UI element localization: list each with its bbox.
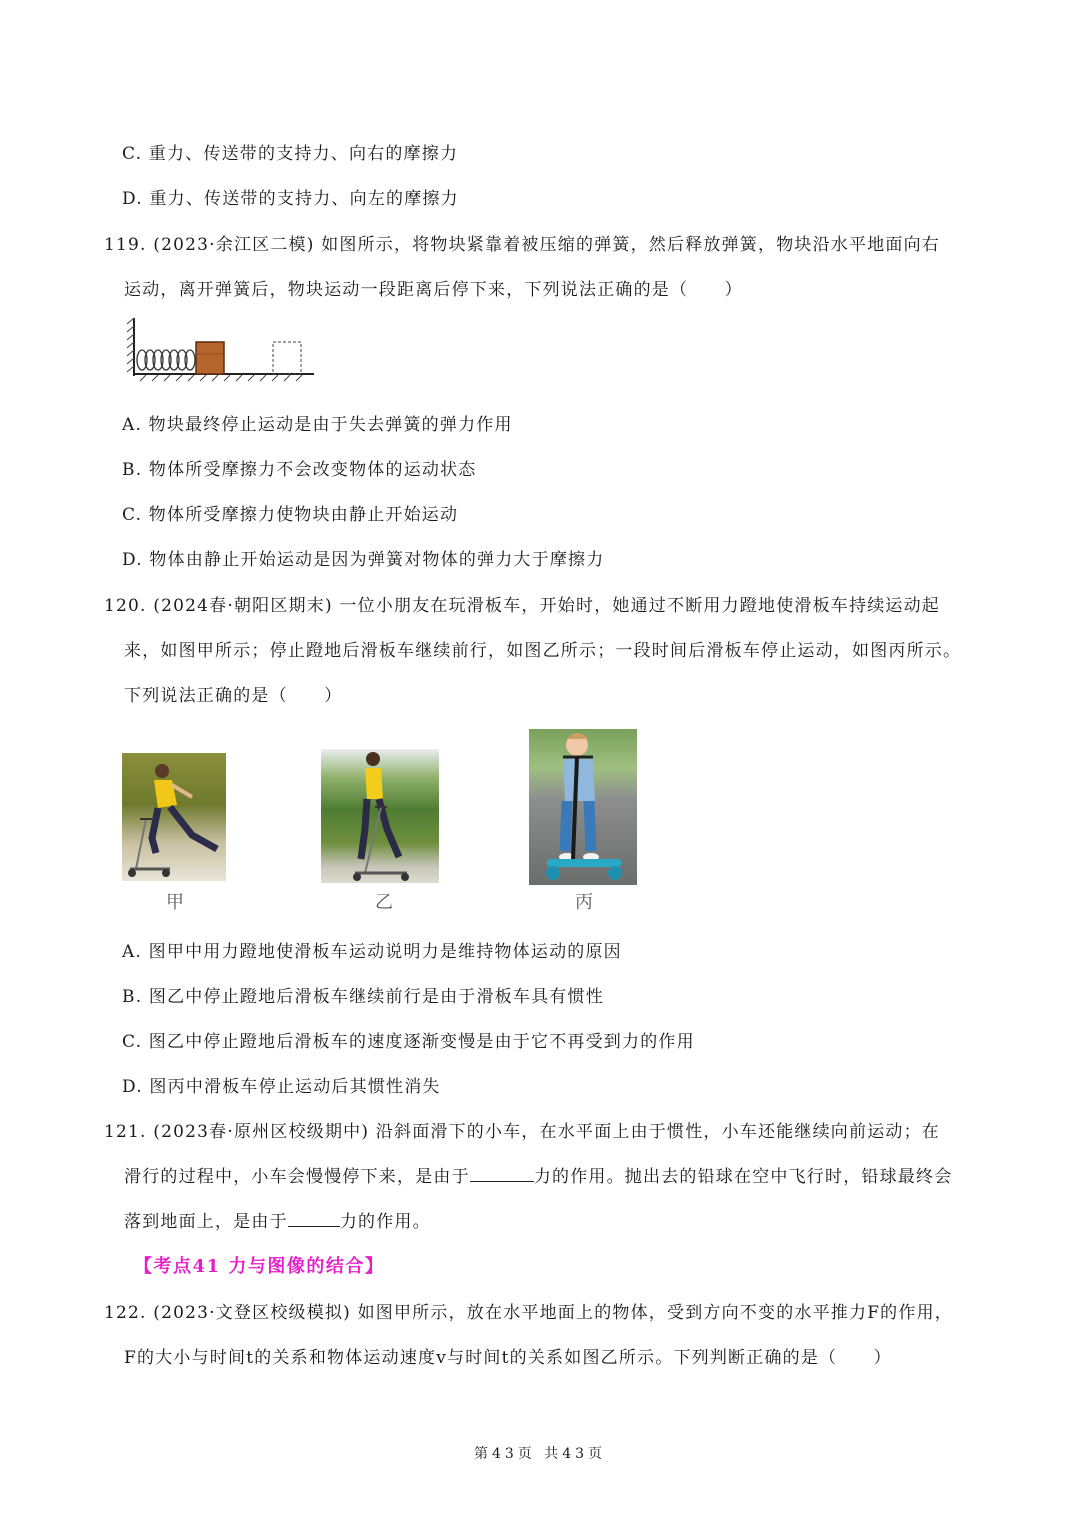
- q119-stem-line1: 119. (2023·余江区二模) 如图所示，将物块紧靠着被压缩的弹簧，然后释放弹簧，物块沿水平地面向右: [104, 235, 940, 255]
- q119-stem-line2: 运动，离开弹簧后，物块运动一段距离后停下来，下列说法正确的是（ ）: [124, 280, 743, 300]
- wooden-block: [196, 342, 224, 374]
- section-heading: 【考点41 力与图像的结合】: [134, 1256, 385, 1277]
- q118-option-d: D. 重力、传送带的支持力、向左的摩擦力: [122, 189, 459, 209]
- q119-option-b: B. 物体所受摩擦力不会改变物体的运动状态: [122, 460, 477, 480]
- q121-stem-line1: 121. (2023春·原州区校级期中) 沿斜面滑下的小车，在水平面上由于惯性，小车还能继续向前运动；在: [104, 1122, 940, 1142]
- q118-option-c: C. 重力、传送带的支持力、向右的摩擦力: [122, 144, 459, 164]
- q121-text-before-blank2: 落到地面上，是由于: [124, 1212, 288, 1232]
- q121-stem-line2: [124, 1162, 952, 1187]
- q119-option-d: D. 物体由静止开始运动是因为弹簧对物体的弹力大于摩擦力: [122, 550, 605, 570]
- caption-bing: 丙: [575, 892, 593, 913]
- q120-stem-line1: 120. (2024春·朝阳区期末) 一位小朋友在玩滑板车，开始时，她通过不断用力蹬地使滑板车持续运动起: [104, 596, 940, 616]
- q122-stem-line1: 122. (2023·文登区校级模拟) 如图甲所示，放在水平地面上的物体，受到方向不变的水平推力F的作用，: [104, 1303, 953, 1323]
- q120-stem-line3: 下列说法正确的是（ ）: [124, 686, 343, 706]
- q120-option-a: A. 图甲中用力蹬地使滑板车运动说明力是维持物体运动的原因: [122, 942, 622, 962]
- page-footer: 第43页 共43页: [473, 1446, 607, 1462]
- spring-block-diagram: [126, 316, 318, 382]
- caption-yi: 乙: [375, 892, 393, 913]
- q120-option-d: D. 图丙中滑板车停止运动后其惯性消失: [122, 1077, 441, 1097]
- q121-text-after-blank2: 力的作用。: [339, 1212, 431, 1232]
- q120-option-b: B. 图乙中停止蹬地后滑板车继续前行是由于滑板车具有惯性: [122, 987, 604, 1007]
- caption-jia: 甲: [166, 892, 184, 913]
- q121-stem-line3: [124, 1207, 431, 1232]
- q120-option-c: C. 图乙中停止蹬地后滑板车的速度逐渐变慢是由于它不再受到力的作用: [122, 1032, 695, 1052]
- block-final-position: [273, 342, 301, 374]
- q120-stem-line2: 来，如图甲所示；停止蹬地后滑板车继续前行，如图乙所示；一段时间后滑板车停止运动，如图丙所示。: [124, 641, 962, 661]
- q119-option-c: C. 物体所受摩擦力使物块由静止开始运动: [122, 505, 459, 525]
- photo-jia-boy-pushing-scooter: [122, 753, 226, 881]
- q121-text-after-blank1: 力的作用。抛出去的铅球在空中飞行时，铅球最终会: [533, 1167, 953, 1187]
- photo-yi-boy-gliding-scooter: [321, 749, 439, 883]
- q121-text-before-blank1: 滑行的过程中，小车会慢慢停下来，是由于: [124, 1167, 470, 1187]
- photo-bing-child-standing-scooter: [529, 729, 637, 885]
- q119-option-a: A. 物块最终停止运动是由于失去弹簧的弹力作用: [122, 415, 513, 435]
- answer-blank-2[interactable]: [288, 1212, 340, 1227]
- answer-blank-1[interactable]: [470, 1167, 534, 1182]
- q122-stem-line2: F的大小与时间t的关系和物体运动速度v与时间t的关系如图乙所示。下列判断正确的是（ ）: [124, 1348, 892, 1368]
